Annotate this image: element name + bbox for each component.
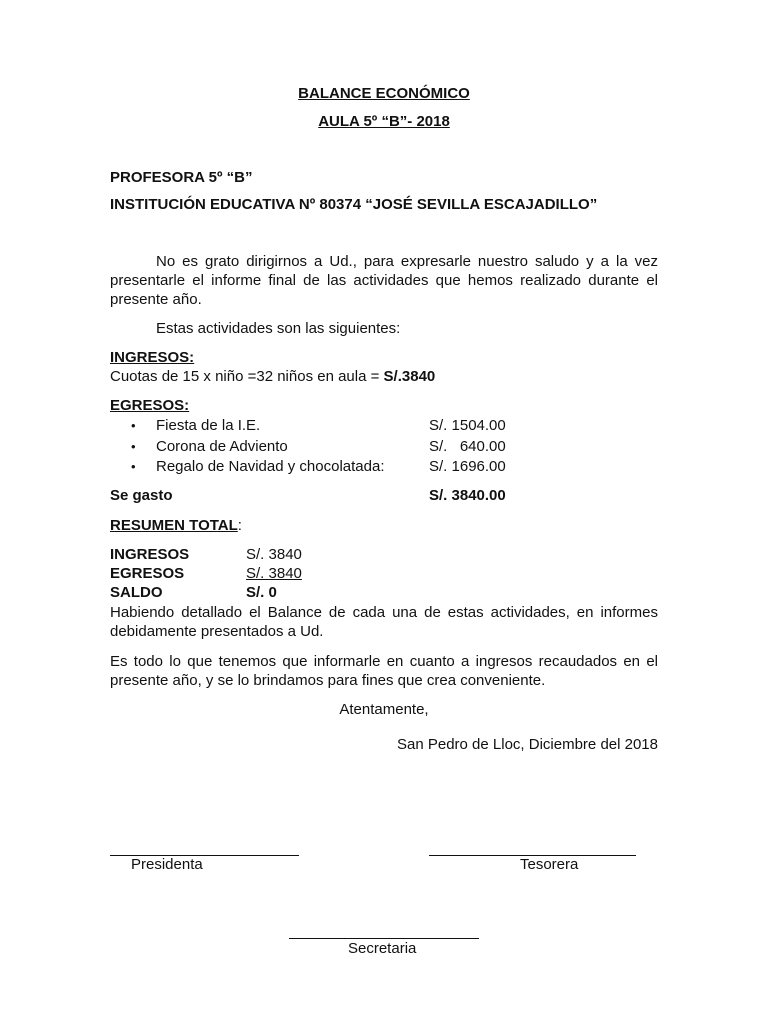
addressee-line-1: PROFESORA 5º “B”: [110, 169, 253, 186]
document-title: BALANCE ECONÓMICO: [298, 85, 470, 102]
resumen-row-label: EGRESOS: [110, 565, 185, 582]
egresos-heading: EGRESOS:: [110, 397, 190, 414]
resumen-row-label: INGRESOS: [110, 546, 190, 563]
resumen-row-value: S/. 3840: [246, 546, 302, 563]
signature-line-secretaria: [289, 938, 479, 939]
closing-paragraph-2: Es todo lo que tenemos que informarle en cuanto a ingresos recaudados en el presente año, y se lo brindamos para fines que crea conveniente.: [110, 653, 658, 689]
resumen-heading-line: [110, 517, 242, 535]
addressee-line-2: INSTITUCIÓN EDUCATIVA Nº 80374 “JOSÉ SEVILLA ESCAJADILLO”: [110, 196, 598, 213]
closing-paragraph-1: Habiendo detallado el Balance de cada una de estas actividades, en informes debidamente presentados a Ud.: [110, 604, 658, 640]
resumen-row-label: SALDO: [110, 584, 163, 601]
egreso-item-amount: S/. 1696.00: [429, 458, 506, 475]
regards: Atentamente,: [339, 701, 429, 718]
resumen-heading: RESUMEN TOTAL: [110, 517, 238, 534]
signature-presidenta: Presidenta: [131, 856, 203, 873]
egreso-item-amount: S/. 640.00: [429, 438, 506, 455]
ingresos-total: S/.3840: [383, 368, 436, 385]
signature-secretaria: Secretaria: [348, 940, 417, 957]
ingresos-line: [110, 368, 435, 386]
intro-paragraph: No es grato dirigirnos a Ud., para expresarle nuestro saludo y a la vez presentarle el informe final de las actividades que hemos realizado durante el presente año.: [110, 253, 658, 308]
place-date: San Pedro de Lloc, Diciembre del 2018: [397, 736, 658, 753]
egreso-item-label: Corona de Adviento: [156, 438, 288, 455]
egreso-item-label: Fiesta de la I.E.: [156, 417, 261, 434]
ingresos-text: Cuotas de 15 x niño =32 niños en aula =: [110, 368, 384, 385]
ingresos-heading: INGRESOS:: [110, 349, 195, 366]
activities-intro: Estas actividades son las siguientes:: [156, 320, 401, 337]
resumen-row-value: S/. 0: [246, 584, 277, 601]
egreso-item-label: Regalo de Navidad y chocolatada:: [156, 458, 385, 475]
spent-label: Se gasto: [110, 487, 173, 504]
egreso-item-amount: S/. 1504.00: [429, 417, 506, 434]
document-subtitle: AULA 5º “B”- 2018: [318, 113, 450, 130]
bullet-icon: •: [131, 439, 136, 454]
bullet-icon: •: [131, 418, 136, 433]
bullet-icon: •: [131, 459, 136, 474]
resumen-colon: :: [237, 517, 242, 534]
signature-tesorera: Tesorera: [520, 856, 579, 873]
resumen-row-value: S/. 3840: [246, 565, 302, 582]
spent-amount: S/. 3840.00: [429, 487, 506, 504]
